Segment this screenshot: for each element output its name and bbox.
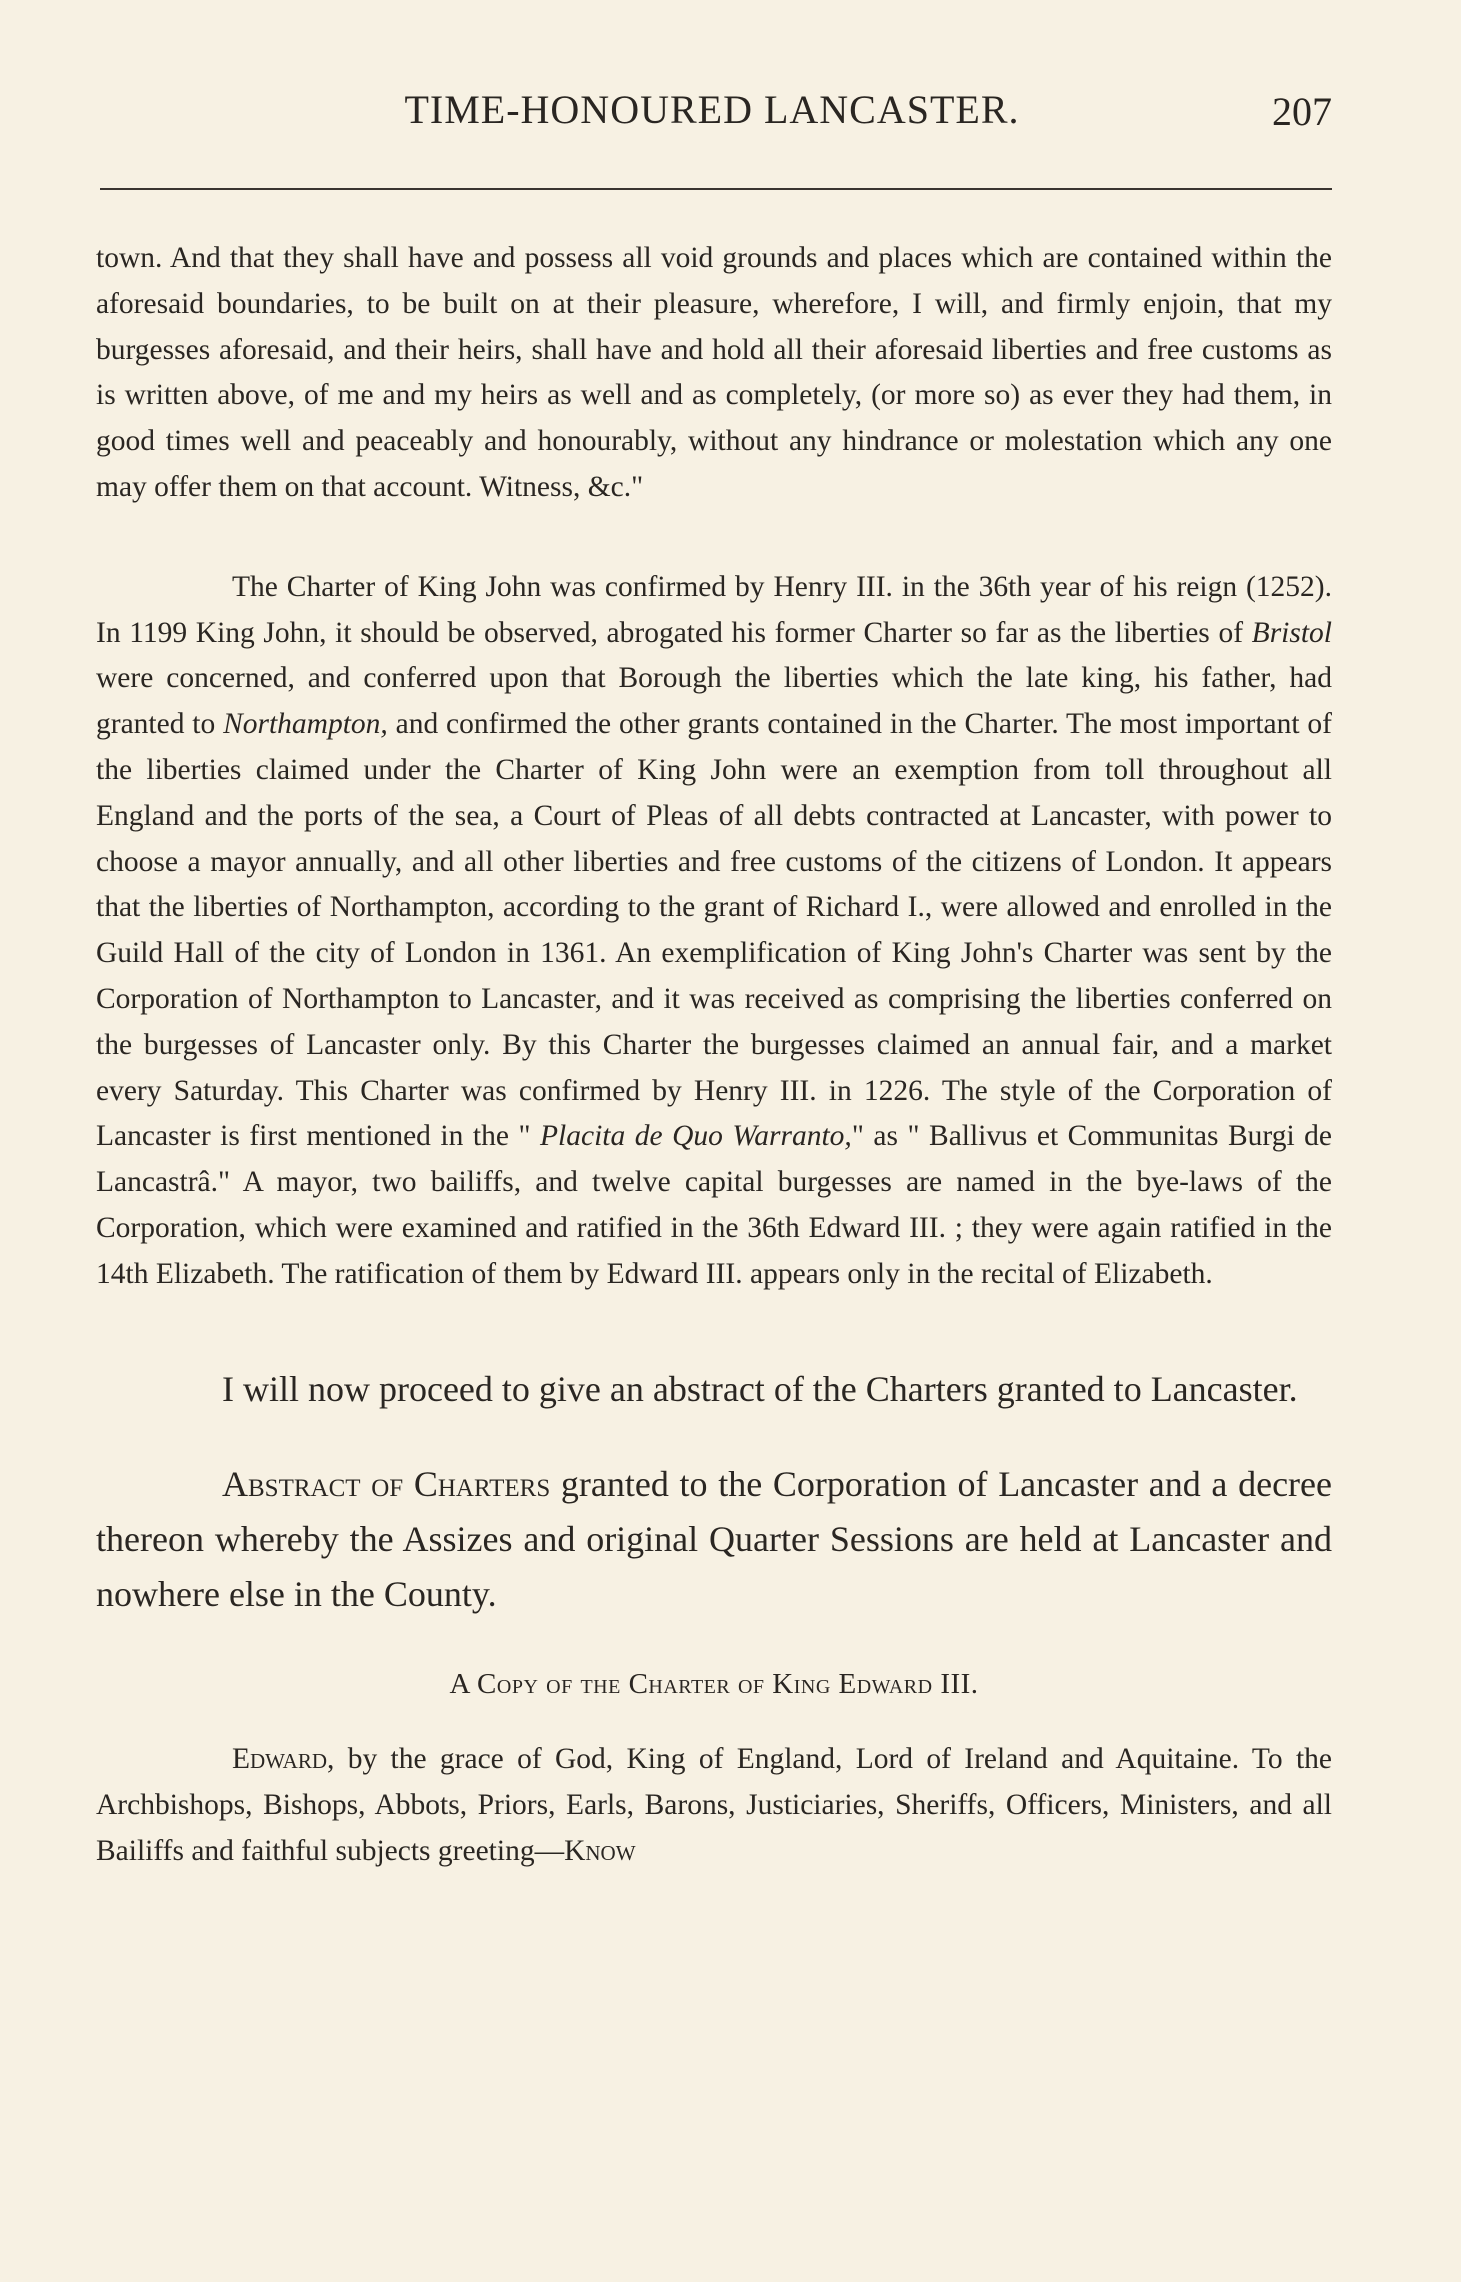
small-caps-edward: Edward,: [232, 1743, 335, 1776]
italic-placita: Placita de Quo Warranto,: [540, 1120, 852, 1153]
header-rule: [100, 188, 1332, 190]
italic-bristol: Bristol: [1251, 616, 1332, 649]
running-title: TIME-HONOURED LANCASTER.: [404, 87, 1020, 132]
body-text: [96, 236, 1332, 1875]
text-span: and confirmed the other grants contained in the Charter. The most important of the liberties claimed under the Charter of King John were an exemption from toll throughout all England and the ports of the sea, a Court of Pleas of all debts contracted at Lancaster, with power to choose a mayor annually, and all other liberties and free customs of the citizens of London. It appears that the liberties of Northampton, according to the grant of Richard I., were allowed and enrolled in the Guild Hall of the city of London in 1361. An exemplification of King John's Charter was sent by the Corporation of Northampton to Lancaster, and it was received as comprising the liberties conferred on the burgesses of Lancaster only. By this Charter the burgesses claimed an annual fair, and a market every Saturday. This Charter was confirmed by Henry III. in 1226. The style of the Corporation of Lancaster is first mentioned in the ": [96, 708, 1332, 1153]
paragraph-charter-quote-end: town. And that they shall have and possess all void grounds and places which are contained within the aforesaid boundaries, to be built on at their pleasure, wherefore, I will, and firmly enjoin, that my burgesses aforesaid, and their heirs, shall have and hold all their aforesaid liberties and free customs as is written above, of me and my heirs as well and as completely, (or more so) as ever they had them, in good times well and peaceably and honourably, without any hindrance or molestation which any one may offer them on that account. Witness, &c.": [96, 242, 1332, 503]
paragraph-king-john-charter: [96, 565, 1332, 1298]
text-span: granted to the Corporation of Lancaster and a decree thereon whereby the Assizes and original Quarter Sessions are held at Lancaster and nowhere else in the County.: [96, 1463, 1332, 1614]
text-span: by the grace of God, King of England, Lord of Ireland and Aquitaine. To the Archbishops, Bishops, Abbots, Priors, Earls, Barons, Justiciaries, Sheriffs, Officers, Ministers, and all Bailiffs and faithful subjects greeting—: [96, 1743, 1332, 1867]
paragraph-edward-charter: [96, 1737, 1332, 1874]
small-caps-abstract: Abstract of Charters: [222, 1463, 551, 1504]
book-page: [92, 0, 1332, 2282]
section-heading-edward-charter: A Copy of the Charter of King Edward III.: [449, 1667, 979, 1700]
italic-northampton: Northampton,: [223, 708, 388, 741]
paragraph-abstract-of-charters: [96, 1457, 1332, 1622]
page-number: 207: [1272, 89, 1332, 134]
text-span: were concerned, and conferred upon that Borough the liberties which the late king, his father, had granted to: [96, 662, 1332, 741]
text-span: The Charter of King John was confirmed by Henry III. in the 36th year of his reign (1252). In 1199 King John, it should be observed, abrogated his former Charter so far as the liberties of: [96, 570, 1332, 649]
page-header: [92, 78, 1332, 138]
paragraph-proceed-abstract: I will now proceed to give an abstract of the Charters granted to Lancaster.: [222, 1368, 1298, 1409]
small-caps-know: Know: [564, 1834, 636, 1867]
text-span: " as " Ballivus et Communitas Burgi de Lancastrâ." A mayor, two bailiffs, and twelve capital burgesses are named in the bye-laws of the Corporation, which were examined and ratified in the 36th Edward III. ; they were again ratified in the 14th Elizabeth. The ratification of them by Edward III. appears only in the recital of Elizabeth.: [96, 1120, 1332, 1290]
